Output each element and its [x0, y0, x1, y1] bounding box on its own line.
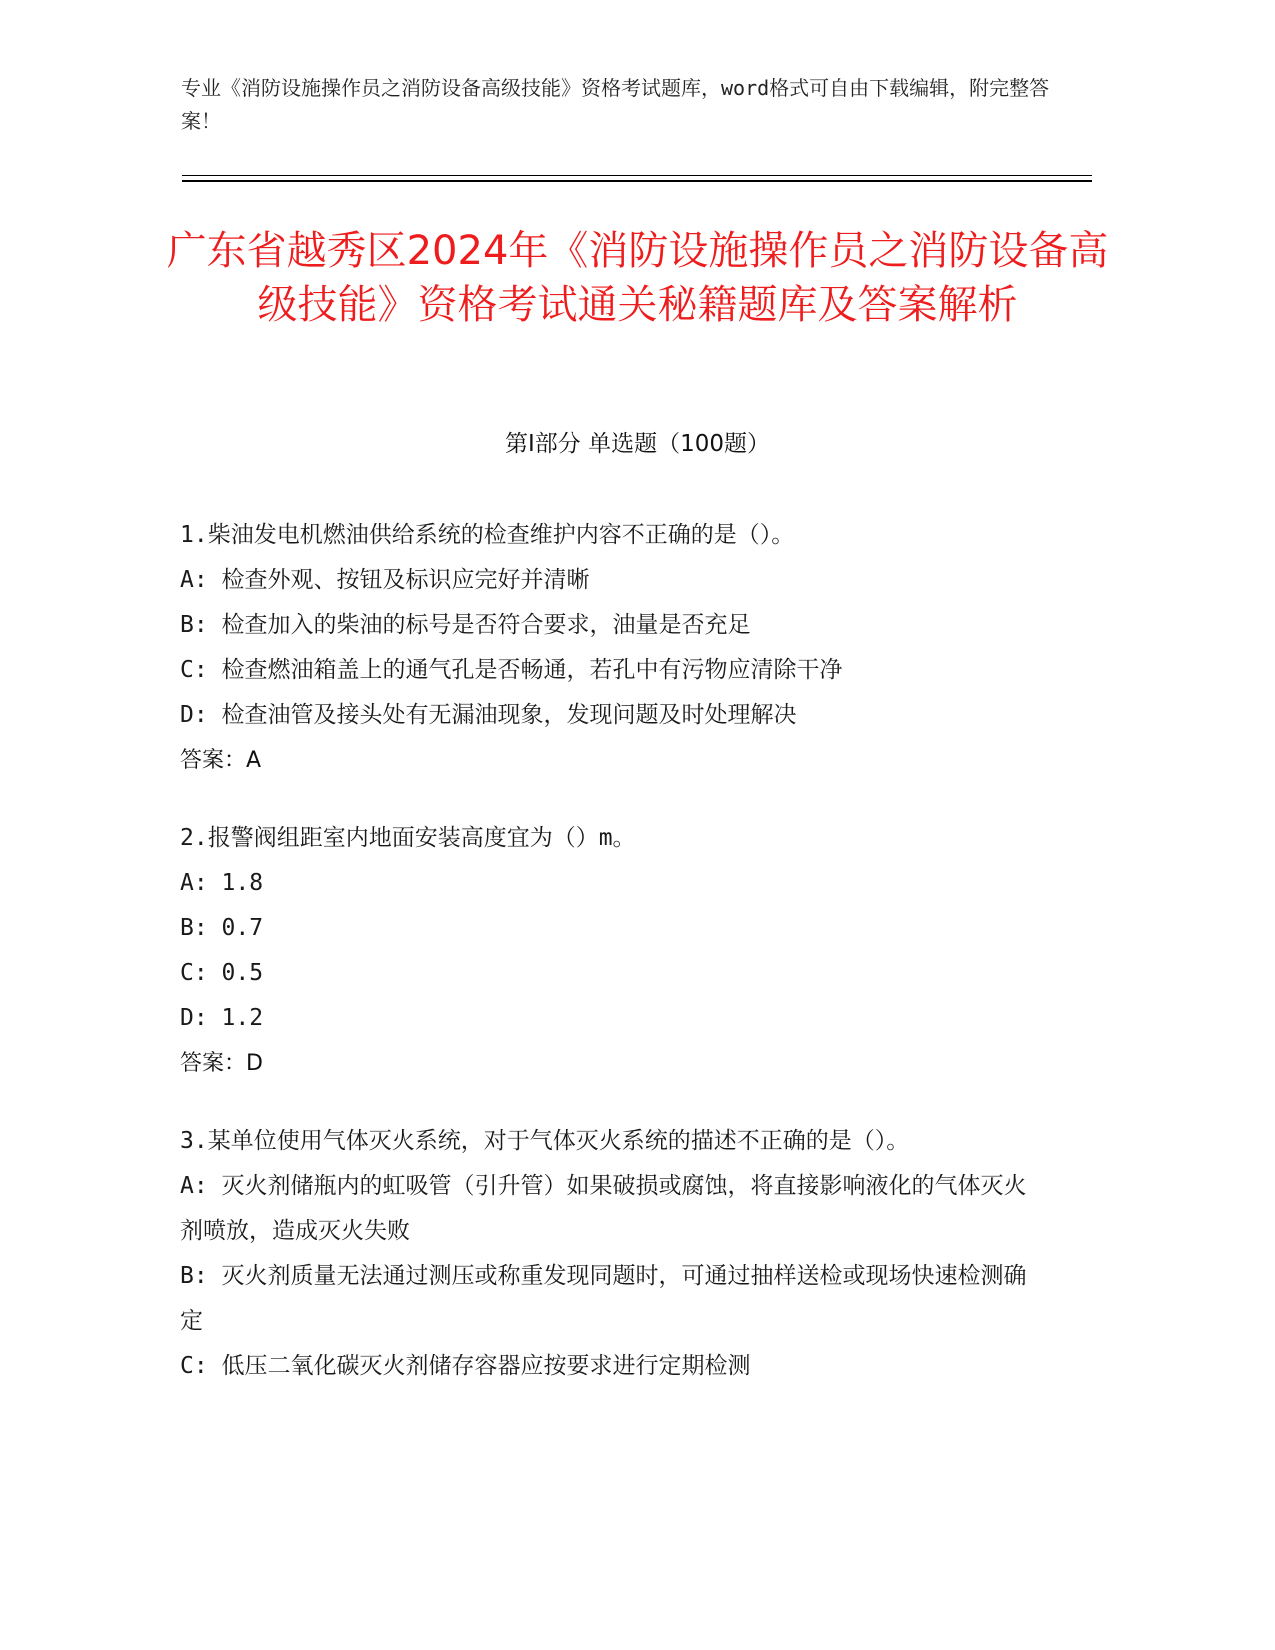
answer: 答案：A: [180, 748, 262, 773]
document-title: 广东省越秀区2024年《消防设施操作员之消防设备高级技能》资格考试通关秘籍题库及答案解析: [166, 228, 1109, 328]
question-2: [180, 816, 1040, 1086]
question-stem: 3.某单位使用气体灭火系统，对于气体灭火系统的描述不正确的是（）。: [180, 1128, 910, 1154]
option-b: B: 0.7: [180, 915, 264, 941]
option-a: A: 检查外观、按钮及标识应完好并清晰: [180, 567, 590, 593]
header-divider-thin: [182, 175, 1092, 176]
option-d: D: 检查油管及接头处有无漏油现象，发现问题及时处理解决: [180, 702, 797, 728]
option-d: D: 1.2: [180, 1005, 264, 1031]
answer: 答案：D: [180, 1051, 263, 1076]
header-note: 专业《消防设施操作员之消防设备高级技能》资格考试题库，word格式可自由下载编辑，附完整答案！: [181, 76, 1050, 133]
option-a: A: 灭火剂储瓶内的虹吸管（引升管）如果破损或腐蚀，将直接影响液化的气体灭火剂喷放，造成灭火失败: [180, 1173, 1027, 1244]
question-1: [180, 513, 1040, 783]
option-c: C: 检查燃油箱盖上的通气孔是否畅通，若孔中有污物应清除干净: [180, 657, 843, 683]
question-3: [180, 1119, 1040, 1389]
question-stem: 1.柴油发电机燃油供给系统的检查维护内容不正确的是（）。: [180, 522, 795, 548]
option-b: B: 检查加入的柴油的标号是否符合要求，油量是否充足: [180, 612, 751, 638]
option-b: B: 灭火剂质量无法通过测压或称重发现同题时，可通过抽样送检或现场快速检测确定: [180, 1263, 1027, 1334]
option-c: C: 0.5: [180, 960, 264, 986]
option-c: C: 低压二氧化碳灭火剂储存容器应按要求进行定期检测: [180, 1353, 751, 1379]
question-stem: 2.报警阀组距室内地面安装高度宜为（）m。: [180, 825, 636, 851]
question-list: [180, 513, 1040, 1422]
header-divider-thick: [182, 180, 1092, 182]
option-a: A: 1.8: [180, 870, 264, 896]
section-heading: 第I部分 单选题（100题）: [505, 431, 770, 457]
